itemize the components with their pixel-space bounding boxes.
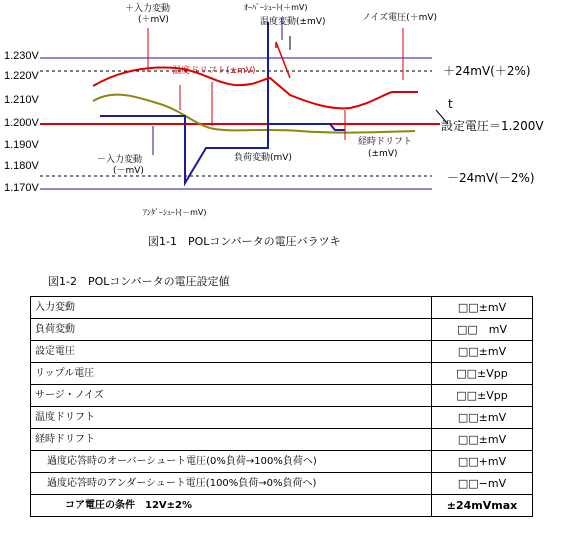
table-row <box>31 341 533 363</box>
y-label: 1.170V <box>4 182 39 194</box>
table-row <box>31 385 533 407</box>
voltage-setting-table <box>30 296 533 517</box>
table-row <box>31 407 533 429</box>
figure2-caption: 図1-2 POLコンバータの電圧設定値 <box>48 275 230 288</box>
annotation-overshoot: ｵｰﾊﾞｰｼｭｰﾄ(＋mV) <box>244 3 308 12</box>
annotation-input-minus-unit: (－mV) <box>113 166 144 176</box>
table-cell-value: □□±mV <box>432 407 533 429</box>
annotation-input-plus-unit: (＋mV) <box>138 15 169 25</box>
annotation-undershoot: ｱﾝﾀﾞｰｼｭｰﾄ(－mV) <box>143 208 207 217</box>
figure1-caption: 図1-1 POLコンバータの電圧バラツキ <box>148 235 341 248</box>
table-cell-value: ±24mVmax <box>432 495 533 517</box>
table-cell-item: 過度応答時のオーバーシュート電圧(0%負荷→100%負荷へ) <box>31 451 432 473</box>
table-row <box>31 451 533 473</box>
table-cell-item: 設定電圧 <box>31 341 432 363</box>
table-row <box>31 297 533 319</box>
annotation-set-voltage: 設定電圧＝1.200V <box>441 119 544 133</box>
table-cell-value: □□−mV <box>432 473 533 495</box>
annotation-t: t <box>448 97 453 111</box>
table-cell-item: 負荷変動 <box>31 319 432 341</box>
table-cell-item: 経時ドリフト <box>31 429 432 451</box>
table-cell-item: 過度応答時のアンダーシュート電圧(100%負荷→0%負荷へ) <box>31 473 432 495</box>
table-cell-value: □□±Vpp <box>432 363 533 385</box>
annotation-load-change: 負荷変動(mV) <box>234 153 292 163</box>
voltage-variation-figure <box>0 0 575 248</box>
table-cell-value: □□±mV <box>432 297 533 319</box>
table-cell-item: リップル電圧 <box>31 363 432 385</box>
y-label: 1.180V <box>4 160 39 172</box>
noise-spike <box>276 42 290 78</box>
table-row <box>31 429 533 451</box>
annotation-temp-top: 温度変動(±mV) <box>260 17 326 27</box>
y-label: 1.190V <box>4 139 39 151</box>
table-row <box>31 363 533 385</box>
annotation-noise: ノイズ電圧(＋mV) <box>362 13 438 23</box>
table-cell-item: 温度ドリフト <box>31 407 432 429</box>
table-cell-item: 入力変動 <box>31 297 432 319</box>
aging-drift-curve <box>93 95 415 133</box>
annotation-temp-drift: 温度ドリフト(±mV) <box>172 66 256 76</box>
y-label: 1.200V <box>4 117 39 129</box>
table-cell-value: □□±mV <box>432 429 533 451</box>
annotation-aging-unit: (±mV) <box>368 149 398 159</box>
annotation-input-plus: ＋入力変動 <box>125 4 171 14</box>
y-label: 1.220V <box>4 70 39 82</box>
table-cell-value: □□+mV <box>432 451 533 473</box>
table-cell-item: サージ・ノイズ <box>31 385 432 407</box>
table-cell-item: コア電圧の条件 12V±2% <box>31 495 432 517</box>
y-label: 1.210V <box>4 94 39 106</box>
table-cell-value: □□±Vpp <box>432 385 533 407</box>
annotation-input-minus: －入力変動 <box>97 155 143 165</box>
table-row <box>31 473 533 495</box>
table-row <box>31 319 533 341</box>
annotation-minus-margin: －24mV(－2%) <box>447 171 535 185</box>
table-cell-value: □□ mV <box>432 319 533 341</box>
table-cell-value: □□±mV <box>432 341 533 363</box>
annotation-aging: 経時ドリフト <box>358 137 413 147</box>
annotation-plus-margin: ＋24mV(＋2%) <box>443 64 531 78</box>
y-label: 1.230V <box>4 50 39 62</box>
table-row <box>31 495 533 517</box>
